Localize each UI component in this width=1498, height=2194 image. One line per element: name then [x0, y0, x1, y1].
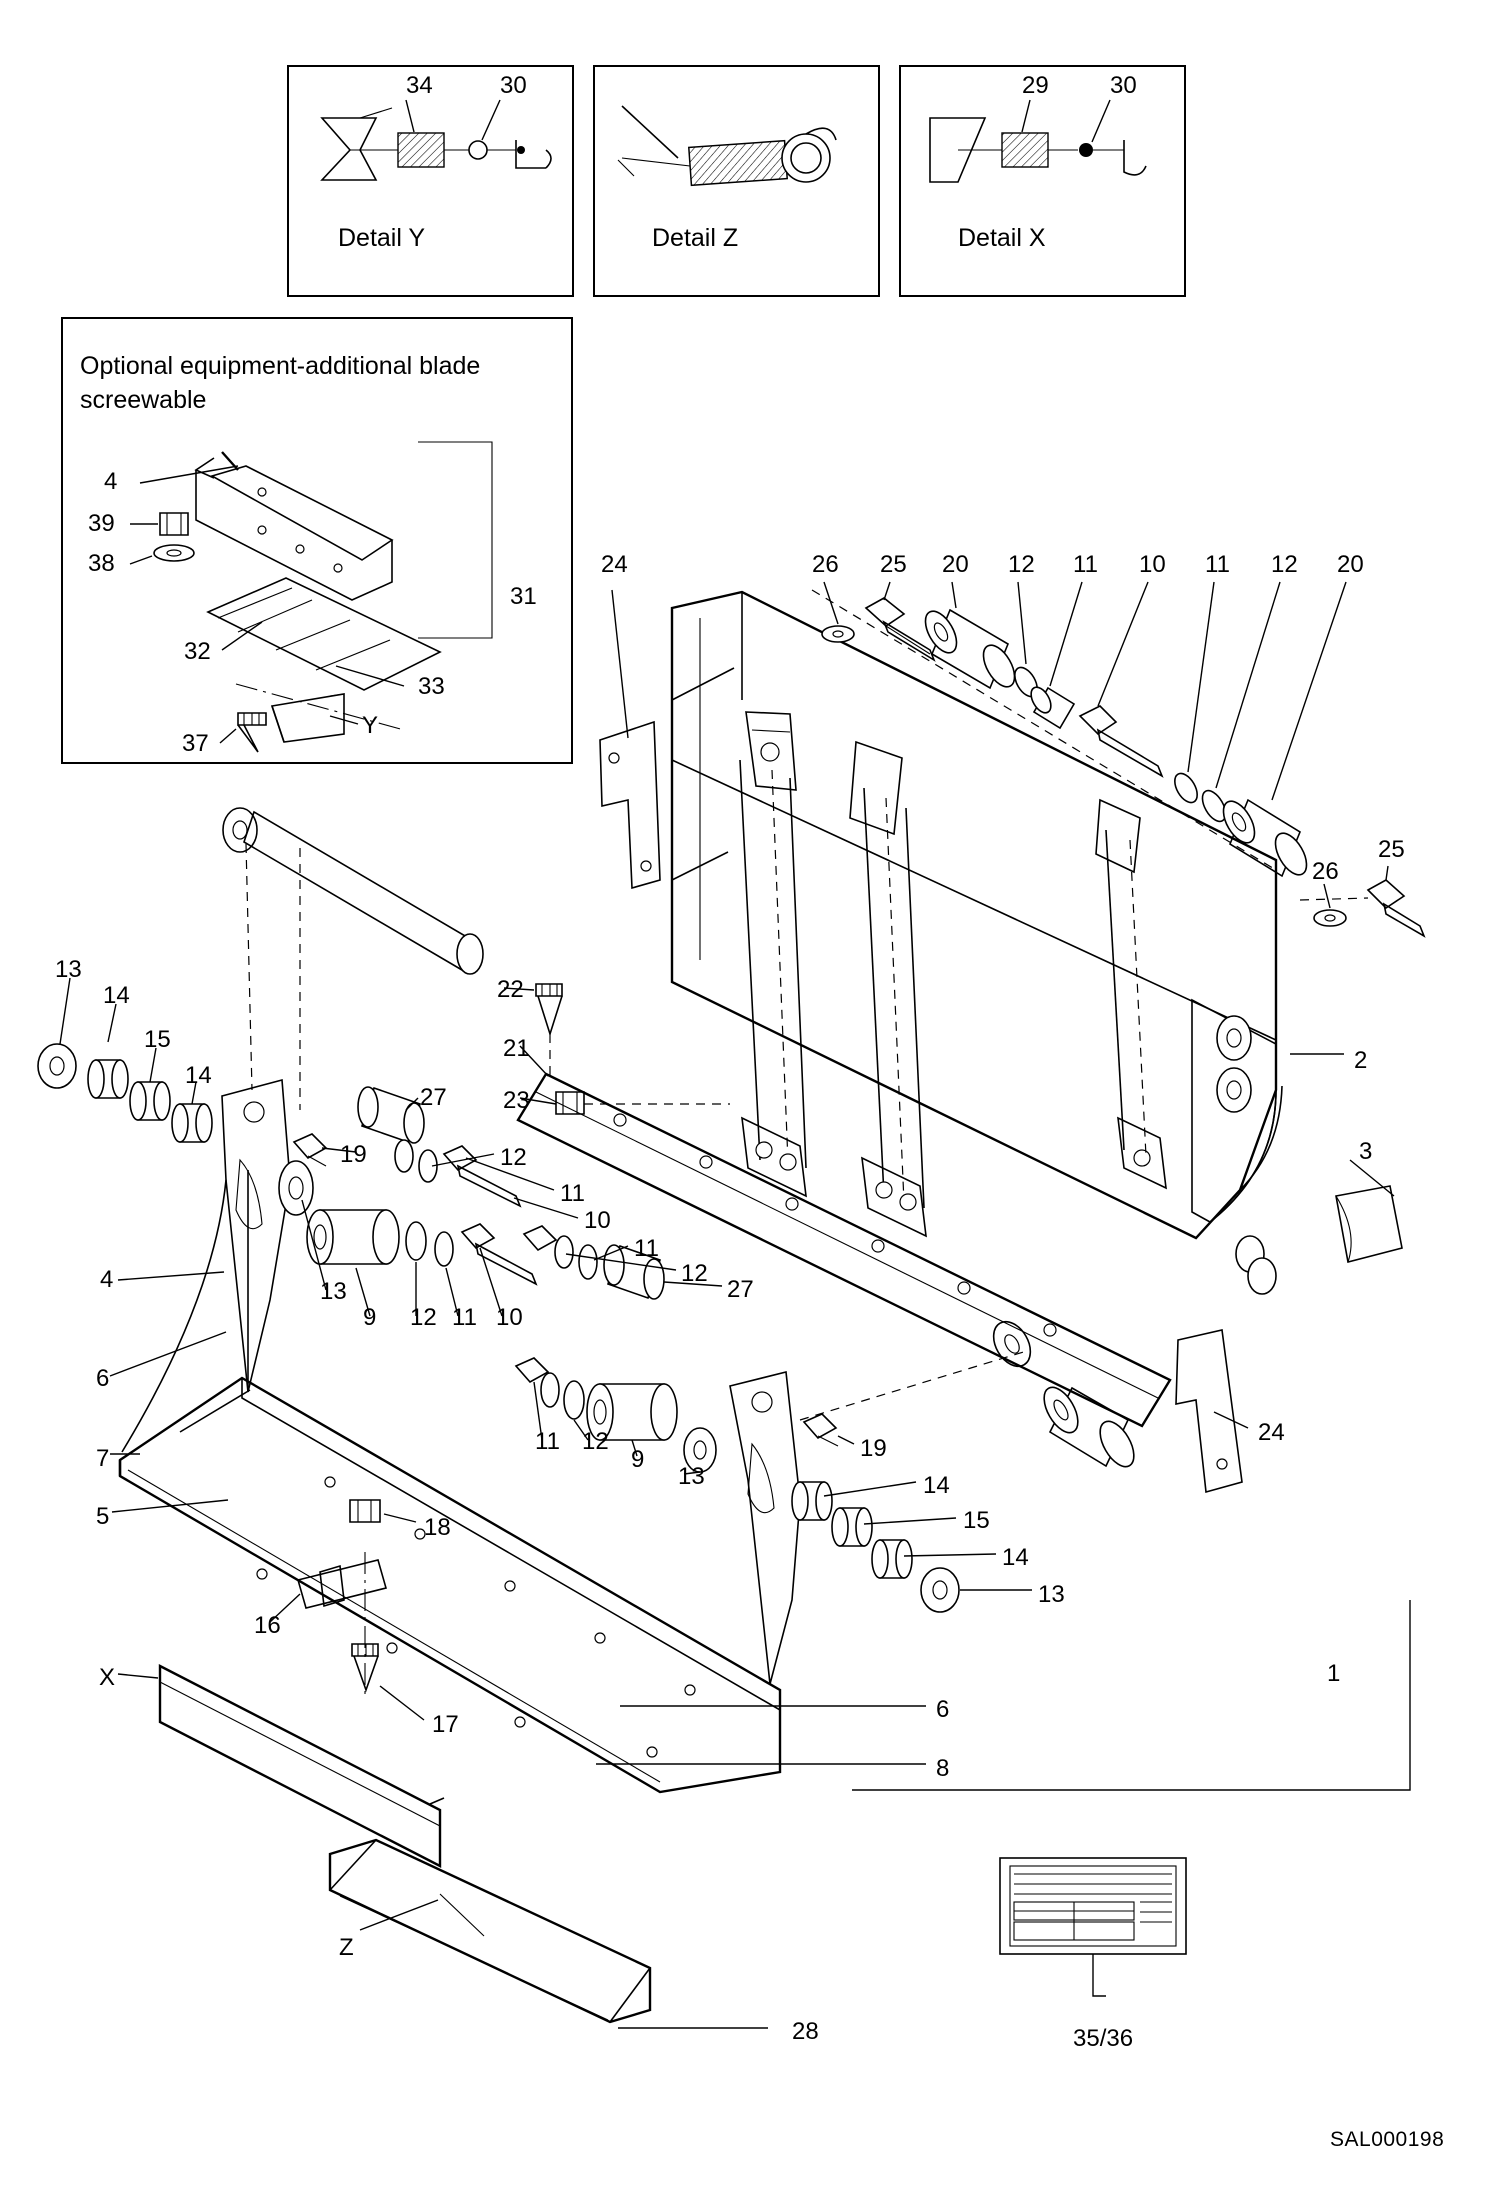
callout-9: 9 [363, 1304, 377, 1331]
callout-detail-x-30: 30 [1110, 72, 1137, 99]
callout-27: 27 [420, 1084, 447, 1111]
callout-17: 17 [432, 1711, 459, 1738]
callout-opt-section-y: Y [362, 712, 379, 739]
callout-13: 13 [1038, 1581, 1065, 1608]
callout-12: 12 [1008, 551, 1035, 578]
callout-27: 27 [727, 1276, 754, 1303]
callout-11: 11 [560, 1180, 585, 1207]
callout-26: 26 [812, 551, 839, 578]
callout-3: 3 [1359, 1138, 1373, 1165]
callout-12: 12 [681, 1260, 708, 1287]
bolt-on-edge-z [330, 1840, 768, 2028]
optional-equipment-title: Optional equipment-additional blade screewable [80, 352, 481, 414]
callout-10: 10 [496, 1304, 523, 1331]
identification-plate-art [1000, 1858, 1186, 1996]
callout-opt-38: 38 [88, 550, 115, 577]
document-id: SAL000198 [1330, 2128, 1445, 2151]
callout-24: 24 [601, 551, 628, 578]
detail-z-label: Detail Z [652, 224, 739, 252]
callout-12: 12 [410, 1304, 437, 1331]
callout-opt-4: 4 [104, 468, 118, 495]
callout-25: 25 [1378, 836, 1405, 863]
callout-opt-32: 32 [184, 638, 211, 665]
callout-23: 23 [503, 1087, 530, 1114]
detail-y-label: Detail Y [338, 224, 426, 252]
callout-1: 1 [1327, 1660, 1341, 1687]
callout-16: 16 [254, 1612, 281, 1639]
callout-10: 10 [584, 1207, 611, 1234]
callout-X: X [99, 1664, 116, 1691]
callout-19: 19 [860, 1435, 887, 1462]
callout-9: 9 [631, 1446, 645, 1473]
callout-15: 15 [963, 1507, 990, 1534]
callout-35-36: 35/36 [1073, 2025, 1134, 2052]
cutting-edge-blade [518, 984, 1170, 1426]
callout-26: 26 [1312, 858, 1339, 885]
callout-detail-y-34: 34 [406, 72, 433, 99]
callout-5: 5 [96, 1503, 110, 1530]
callout-24: 24 [1258, 1419, 1285, 1446]
callout-7: 7 [96, 1445, 110, 1472]
callout-12: 12 [1271, 551, 1298, 578]
callout-opt-33: 33 [418, 673, 445, 700]
callout-4: 4 [100, 1266, 114, 1293]
callout-11: 11 [535, 1428, 560, 1455]
callout-14: 14 [923, 1472, 950, 1499]
callout-12: 12 [582, 1428, 609, 1455]
callout-Z: Z [339, 1934, 354, 1961]
callout-14: 14 [1002, 1544, 1029, 1571]
callout-13: 13 [678, 1463, 705, 1490]
callout-14: 14 [103, 982, 130, 1009]
callout-13: 13 [55, 956, 82, 983]
callout-11: 11 [1073, 551, 1098, 578]
callout-detail-x-29: 29 [1022, 72, 1049, 99]
callout-opt-37: 37 [182, 730, 209, 757]
callout-13: 13 [320, 1278, 347, 1305]
callout-25: 25 [880, 551, 907, 578]
callout-6: 6 [936, 1696, 950, 1723]
callout-opt-39: 39 [88, 510, 115, 537]
callout-11: 11 [452, 1304, 477, 1331]
callout-11: 11 [634, 1235, 659, 1262]
callout-detail-y-30: 30 [500, 72, 527, 99]
callout-opt-31: 31 [510, 583, 537, 610]
callout-20: 20 [1337, 551, 1364, 578]
callout-19: 19 [340, 1141, 367, 1168]
callout-21: 21 [503, 1035, 530, 1062]
callout-22: 22 [497, 976, 524, 1003]
callout-11: 11 [1205, 551, 1230, 578]
callout-18: 18 [424, 1514, 451, 1541]
callout-15: 15 [144, 1026, 171, 1053]
callout-2: 2 [1354, 1047, 1368, 1074]
callout-12: 12 [500, 1144, 527, 1171]
bolt-on-edge-x [160, 1666, 444, 1866]
detail-x-label: Detail X [958, 224, 1046, 252]
callout-20: 20 [942, 551, 969, 578]
callout-28: 28 [792, 2018, 819, 2045]
callout-14: 14 [185, 1062, 212, 1089]
callout-8: 8 [936, 1755, 950, 1782]
callout-6: 6 [96, 1365, 110, 1392]
callout-10: 10 [1139, 551, 1166, 578]
